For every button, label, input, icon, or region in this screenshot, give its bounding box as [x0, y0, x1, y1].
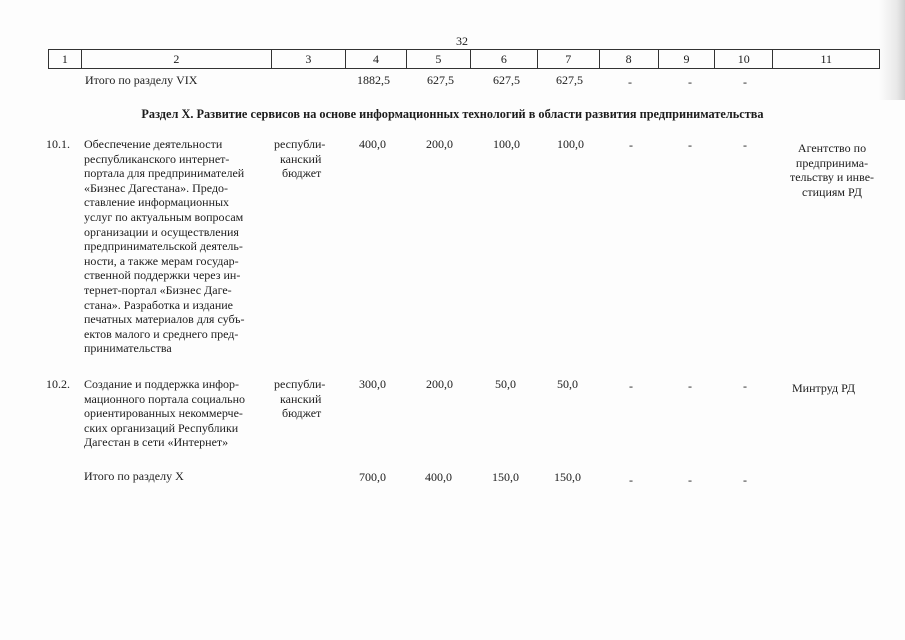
value-col9: -: [688, 138, 692, 152]
value-col7: 50,0: [557, 377, 578, 391]
desc-line: ственной поддержки через ин-: [84, 268, 241, 283]
desc-line: организации и осуществления: [84, 224, 239, 239]
total-x-col9: -: [688, 473, 692, 487]
value-col7: 100,0: [557, 137, 584, 151]
section-title: Раздел X. Развитие сервисов на основе информационных технологий в области развития предпринимательства: [141, 107, 764, 121]
desc-line: ектов малого и среднего пред-: [84, 326, 239, 341]
desc-line: принимательства: [84, 341, 172, 356]
desc-line: Обеспечение деятельности: [84, 137, 223, 151]
desc-line: Создание и поддержка инфор-: [84, 377, 240, 391]
executor-line: Агентство по: [797, 141, 867, 155]
total-x-col5: 400,0: [425, 470, 452, 484]
header-col-1: 1: [49, 50, 82, 69]
total-x-col7: 150,0: [554, 470, 581, 484]
value-col4: 300,0: [359, 377, 386, 391]
desc-line: печатных материалов для субъ-: [84, 312, 245, 327]
desc-line: ности, а также мерам государ-: [84, 253, 239, 268]
header-col-3: 3: [272, 50, 346, 69]
desc-line: стана». Разработка и издание: [84, 297, 233, 312]
header-col-10: 10: [715, 50, 773, 69]
source-line: канский: [280, 391, 322, 406]
executor-line: тельству и инве-: [789, 170, 875, 185]
desc-line: республиканского интернет-: [84, 151, 230, 166]
scan-edge-shadow: [879, 0, 905, 100]
value-col8: -: [629, 379, 633, 393]
value-col6: 100,0: [493, 137, 520, 151]
desc-line: предпринимательской деятель-: [84, 239, 243, 254]
row-description: [84, 137, 262, 356]
row-description: [84, 377, 262, 450]
total-vix-col9: -: [688, 75, 692, 89]
desc-line: ставление информационных: [84, 195, 230, 210]
value-col5: 200,0: [426, 377, 453, 391]
total-vix-col5: 627,5: [427, 73, 454, 87]
total-vix-col10: -: [743, 75, 747, 89]
total-vix-col8: -: [628, 75, 632, 89]
total-x-label: Итого по разделу X: [84, 469, 184, 483]
total-x-col4: 700,0: [359, 470, 386, 484]
total-vix-col4: 1882,5: [357, 73, 390, 87]
executor-line: предпринима-: [795, 155, 869, 170]
value-col10: -: [743, 379, 747, 393]
desc-line: Дагестан в сети «Интернет»: [84, 435, 229, 450]
header-col-11: 11: [773, 50, 880, 69]
header-col-5: 5: [407, 50, 470, 69]
value-col9: -: [688, 379, 692, 393]
funding-source: [274, 377, 325, 421]
page-number: 32: [456, 34, 468, 48]
source-line: республи-: [274, 137, 326, 151]
header-col-2: 2: [81, 50, 271, 69]
header-col-9: 9: [658, 50, 714, 69]
row-number: 10.1.: [46, 137, 70, 151]
executor: [792, 381, 855, 396]
desc-line: ских организаций Республики: [84, 420, 239, 435]
executor-line: стициям РД: [802, 184, 862, 199]
total-x-col10: -: [743, 473, 747, 487]
value-col6: 50,0: [495, 377, 516, 391]
source-line: канский: [280, 151, 322, 166]
executor: [782, 141, 882, 199]
value-col10: -: [743, 138, 747, 152]
header-col-6: 6: [470, 50, 538, 69]
column-number-header: [48, 49, 880, 69]
executor-line: Минтруд РД: [792, 381, 856, 395]
total-vix-col6: 627,5: [493, 73, 520, 87]
desc-line: тернет-портал «Бизнес Даге-: [84, 282, 232, 297]
desc-line: мационного портала социально: [84, 391, 246, 406]
header-col-7: 7: [538, 50, 599, 69]
total-vix-col7: 627,5: [556, 73, 583, 87]
row-number: 10.2.: [46, 377, 70, 391]
desc-line: портала для предпринимателей: [84, 166, 245, 181]
total-x-col6: 150,0: [492, 470, 519, 484]
funding-source: [274, 137, 325, 181]
header-col-8: 8: [599, 50, 658, 69]
value-col5: 200,0: [426, 137, 453, 151]
desc-line: услуг по актуальным вопросам: [84, 209, 244, 224]
total-x-col8: -: [629, 473, 633, 487]
source-line: бюджет: [282, 406, 322, 421]
desc-line: ориентированных некоммерче-: [84, 406, 243, 421]
source-line: республи-: [274, 377, 326, 391]
source-line: бюджет: [282, 166, 322, 181]
header-col-4: 4: [345, 50, 406, 69]
total-vix-label: Итого по разделу VIX: [85, 73, 198, 87]
value-col8: -: [629, 138, 633, 152]
desc-line: «Бизнес Дагестана». Предо-: [84, 180, 229, 195]
value-col4: 400,0: [359, 137, 386, 151]
